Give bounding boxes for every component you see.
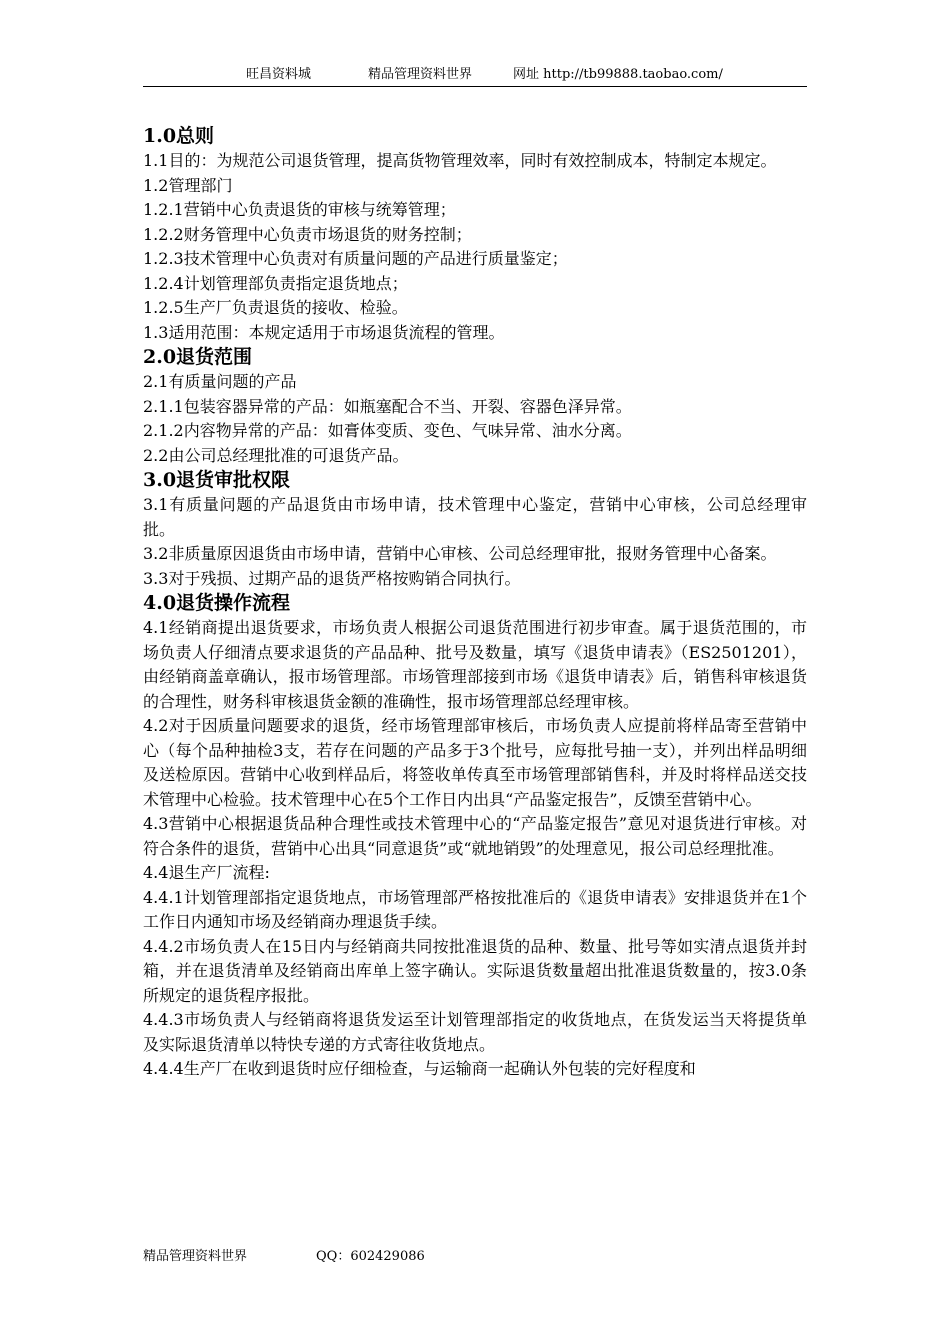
paragraph: 3.3对于残损、过期产品的退货严格按购销合同执行。 [143,568,521,588]
footer-brand-name: 精品管理资料世界 [143,1249,248,1264]
section-heading: 3.0退货审批权限 [143,469,291,491]
page-header [143,66,807,87]
document-body [143,124,807,1082]
paragraph: 1.2.4计划管理部负责指定退货地点； [143,273,408,293]
paragraph: 1.2.2财务管理中心负责市场退货的财务控制； [143,224,472,244]
paragraph: 4.4.3市场负责人与经销商将退货发运至计划管理部指定的收货地点，在货发运当天将提货单及实际退货清单以特快专递的方式寄往收货地点。 [143,1010,807,1054]
section-heading: 2.0退货范围 [143,346,253,368]
paragraph: 4.4.1计划管理部指定退货地点，市场管理部严格按批准后的《退货申请表》安排退货并在1个工作日内通知市场及经销商办理退货手续。 [143,887,807,931]
paragraph: 1.2.3技术管理中心负责对有质量问题的产品进行质量鉴定； [143,249,568,268]
paragraph: 2.1.1包装容器异常的产品：如瓶塞配合不当、开裂、容器色泽异常。 [143,396,632,416]
header-brand-name: 精品管理资料世界 [368,67,473,82]
paragraph: 1.1目的：为规范公司退货管理，提高货物管理效率，同时有效控制成本，特制定本规定。 [143,151,777,170]
paragraph: 1.2.1营销中心负责退货的审核与统筹管理； [143,200,456,219]
paragraph: 3.1有质量问题的产品退货由市场申请，技术管理中心鉴定，营销中心审核，公司总经理审批。 [143,495,807,539]
paragraph: 2.2由公司总经理批准的可退货产品。 [143,445,409,465]
paragraph: 2.1.2内容物异常的产品：如膏体变质、变色、气味异常、油水分离。 [143,421,632,440]
footer-qq: QQ：602429086 [316,1249,425,1264]
paragraph: 2.1有质量问题的产品 [143,372,297,391]
header-site-name: 旺昌资料城 [246,67,312,82]
paragraph: 1.2.5生产厂负责退货的接收、检验。 [143,298,408,317]
paragraph: 3.2非质量原因退货由市场申请，营销中心审核、公司总经理审批，报财务管理中心备案。 [143,544,777,563]
paragraph: 4.2对于因质量问题要求的退货，经市场管理部审核后，市场负责人应提前将样品寄至营销中心（每个品种抽检3支，若存在问题的产品多于3个批号，应每批号抽一支），并列出样品明细及送检原因。营销中心收到样品后，将签收单传真至市场管理部销售科，并及时将样品送交技术管理中心检验。技术管理中心在5个工作日内出具“产品鉴定报告”，反馈至营销中心。 [143,716,807,809]
paragraph: 1.3适用范围：本规定适用于市场退货流程的管理。 [143,322,505,342]
paragraph: 4.1经销商提出退货要求，市场负责人根据公司退货范围进行初步审查。属于退货范围的，市场负责人仔细清点要求退货的产品品种、批号及数量，填写《退货申请表》（ES2501201），由经销商盖章确认，报市场管理部。市场管理部接到市场《退货申请表》后，销售科审核退货的合理性，财务科审核退货金额的准确性，报市场管理部总经理审核。 [143,618,807,711]
section-heading: 1.0总则 [143,125,215,147]
paragraph: 4.3营销中心根据退货品种合理性或技术管理中心的“产品鉴定报告”意见对退货进行审核。对符合条件的退货，营销中心出具“同意退货”或“就地销毁”的处理意见，报公司总经理批准。 [143,814,807,858]
paragraph: 4.4退生产厂流程: [143,863,270,882]
section-heading: 4.0退货操作流程 [143,592,291,614]
header-url: 网址 http://tb99888.taobao.com/ [513,67,723,82]
paragraph: 4.4.2市场负责人在15日内与经销商共同按批准退货的品种、数量、批号等如实清点退货并封箱，并在退货清单及经销商出库单上签字确认。实际退货数量超出批准退货数量的，按3.0条所规定的退货程序报批。 [143,936,807,1005]
paragraph: 4.4.4生产厂在收到退货时应仔细检查，与运输商一起确认外包装的完好程度和 [143,1059,696,1078]
paragraph: 1.2管理部门 [143,175,233,195]
